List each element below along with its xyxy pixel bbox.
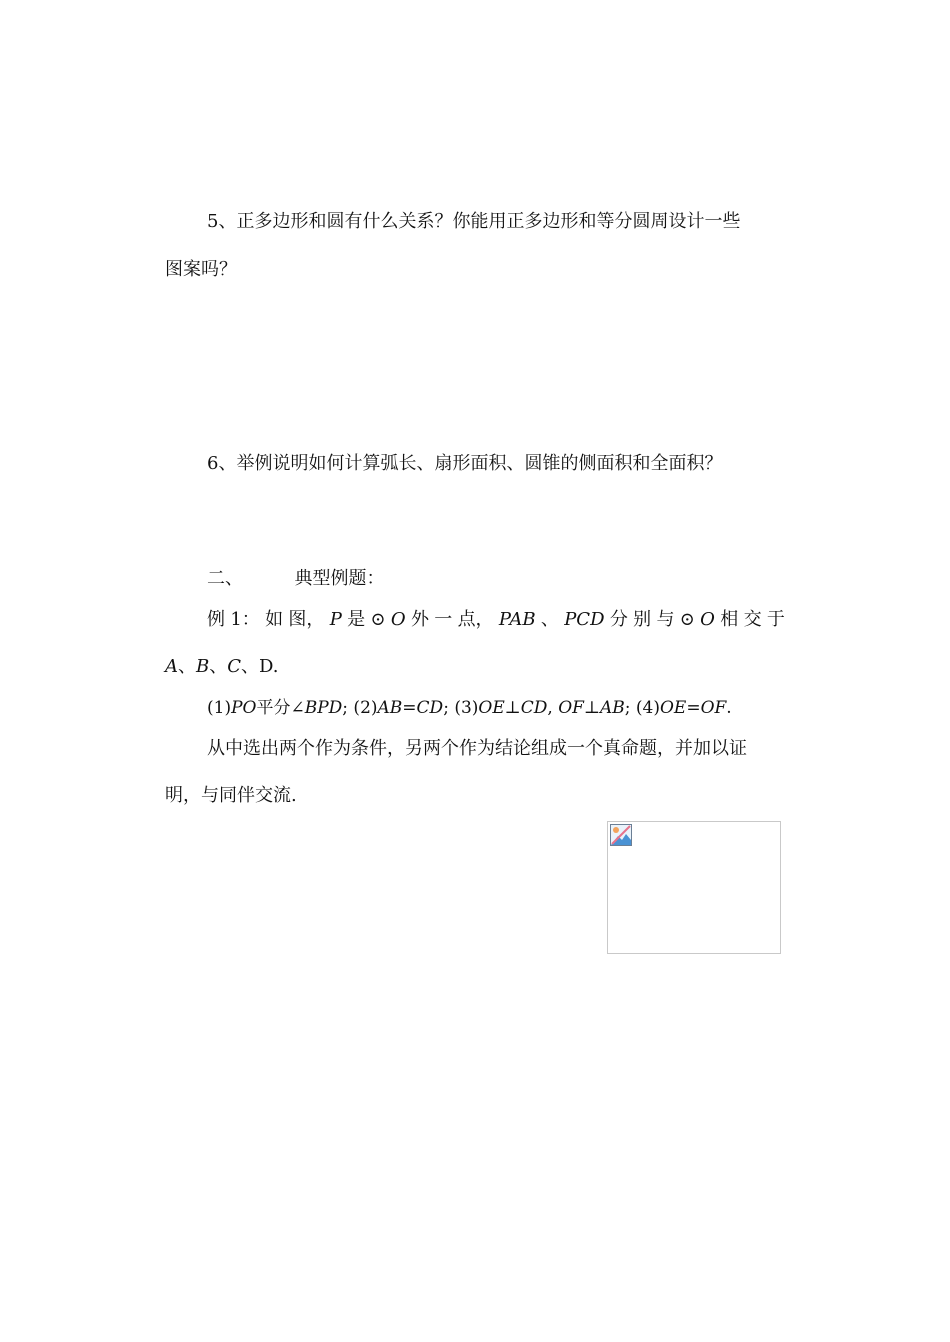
- example-1-line-1: 例 1： 如 图， P 是 ⊙ O 外 一 点， PAB 、 PCD 分 别 与 ⊙ O 相 交 于: [207, 609, 785, 630]
- section-title: 典型例题：: [294, 568, 385, 589]
- example-1-task-line-2: 明，与同伴交流.: [165, 785, 297, 806]
- example-1-line-2: A、B、C、D.: [165, 656, 279, 677]
- example-1-conditions: (1)PO平分∠BPD; (2)AB=CD; (3)OE⊥CD, OF⊥AB; (4)OE=OF.: [207, 698, 732, 718]
- question-6: 6、举例说明如何计算弧长、扇形面积、圆锥的侧面积和全面积？: [207, 453, 723, 474]
- question-5-line-1: 5、正多边形和圆有什么关系？你能用正多边形和等分圆周设计一些: [207, 211, 741, 232]
- broken-image-icon: [609, 823, 633, 847]
- question-5-line-2: 图案吗？: [165, 259, 237, 280]
- example-1-task-line-1: 从中选出两个作为条件，另两个作为结论组成一个真命题，并加以证: [207, 738, 747, 759]
- figure-image-placeholder: [607, 821, 781, 954]
- section-number: 二、: [207, 568, 243, 589]
- section-heading: [207, 568, 384, 590]
